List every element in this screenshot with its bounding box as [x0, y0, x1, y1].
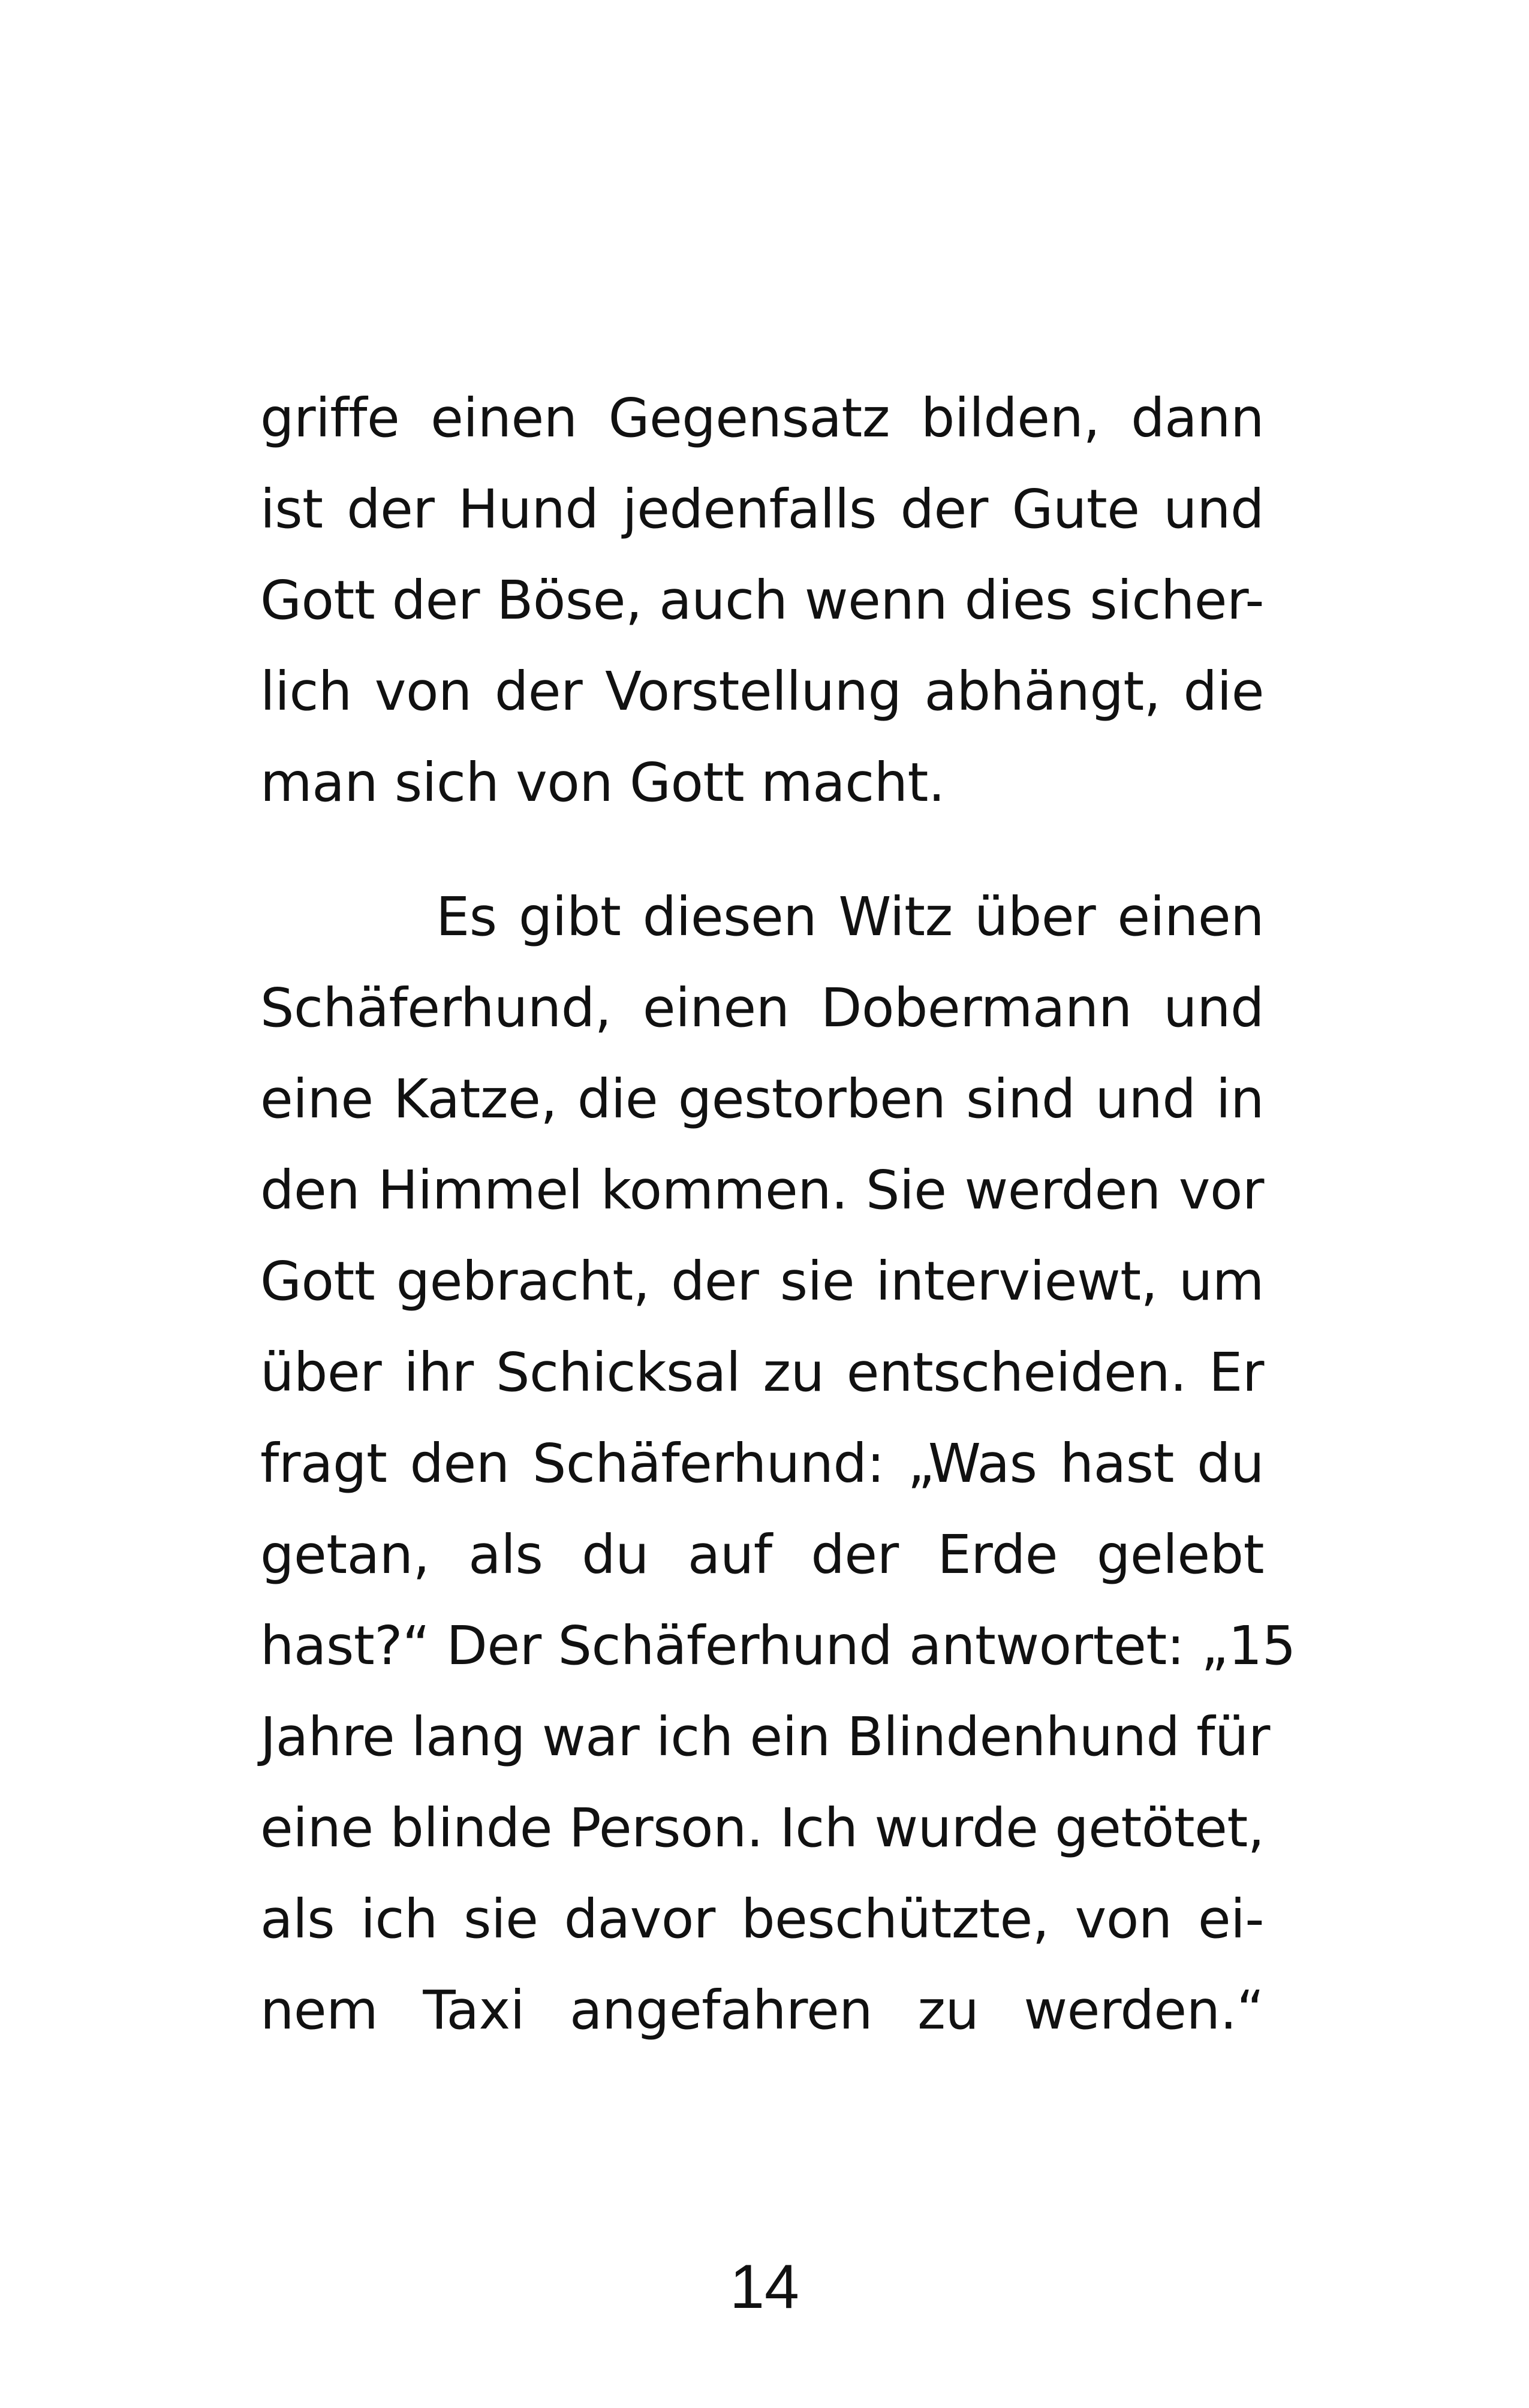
paragraph-1 — [260, 372, 1264, 828]
page-number: 14 — [730, 2252, 799, 2322]
text-line: hast?“ Der Schäferhund antwortet: „15 — [260, 1614, 1296, 1677]
text-line: eine Katze, die gestorben sind und in — [260, 1068, 1264, 1130]
text-line: Schäferhund, einen Dobermann und — [260, 977, 1264, 1039]
text-line: Es gibt diesen Witz über einen — [436, 885, 1264, 948]
text-line: nem Taxi angefahren zu werden.“ — [260, 1979, 1264, 2041]
text-line: Gott der Böse, auch wenn dies sicher- — [260, 569, 1264, 631]
text-line: über ihr Schicksal zu entscheiden. Er — [260, 1341, 1264, 1403]
text-line: fragt den Schäferhund: „Was hast du — [260, 1432, 1264, 1494]
text-line: lich von der Vorstellung abhängt, die — [260, 660, 1264, 722]
text-line: man sich von Gott macht. — [260, 751, 945, 813]
text-line: griffe einen Gegensatz bilden, dann — [260, 387, 1264, 449]
text-line: den Himmel kommen. Sie werden vor — [260, 1159, 1264, 1221]
text-line: eine blinde Person. Ich wurde getötet, — [260, 1797, 1265, 1859]
text-line: getan, als du auf der Erde gelebt — [260, 1523, 1264, 1586]
text-line: ist der Hund jedenfalls der Gute und — [260, 478, 1264, 540]
text-line: Gott gebracht, der sie interviewt, um — [260, 1250, 1264, 1312]
paragraph-2 — [260, 871, 1296, 2056]
text-line: Jahre lang war ich ein Blindenhund für — [260, 1705, 1270, 1768]
text-line: als ich sie davor beschützte, von ei- — [260, 1888, 1264, 1950]
